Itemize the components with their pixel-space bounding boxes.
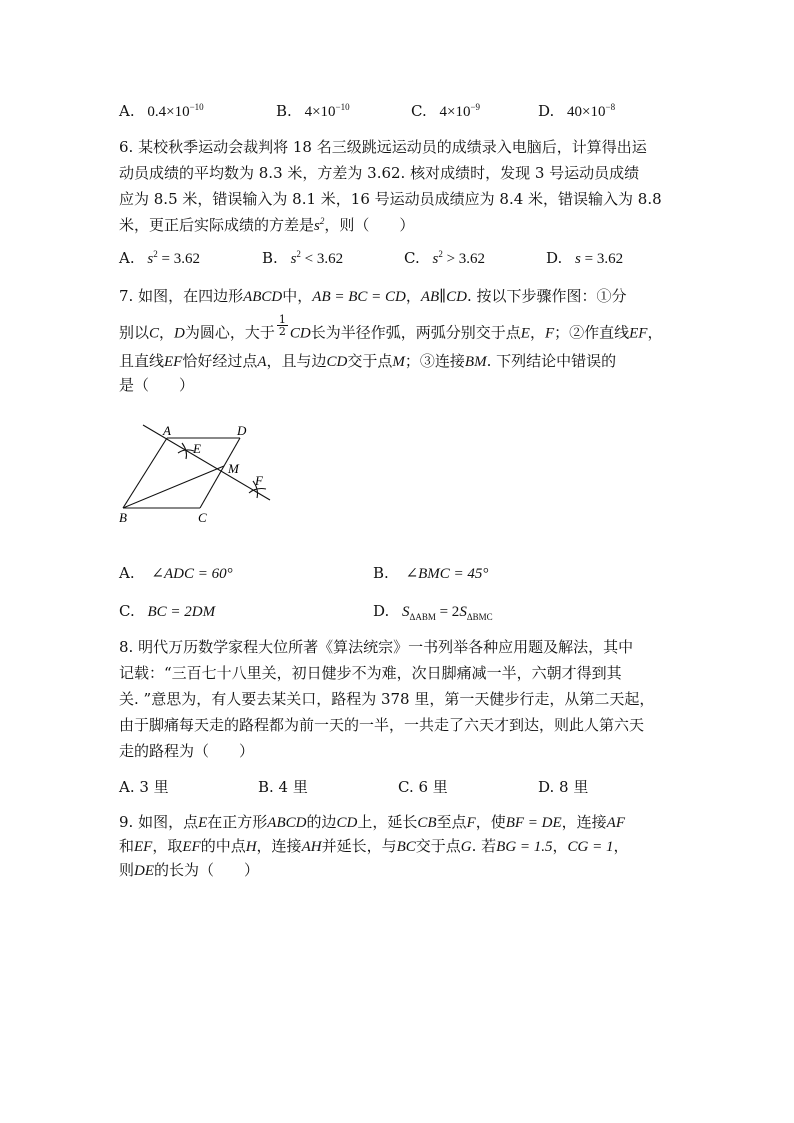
variance-symbol: $s^2$ [314,216,325,234]
q6-line-3: 应为 8.5 米，错误输入为 8.1 米，16 号运动员成绩应为 8.4 米，错误输入为 8.8 [119,190,662,208]
option-label: B. [276,102,292,120]
option-label: C. [119,602,135,620]
option-value: s = 3.62 [575,251,624,267]
option-label: D. [373,602,390,620]
option-label: D. [546,249,563,267]
option-value: $s^2 = 3.62$ [147,249,200,267]
option-value: $s^2 < 3.62$ [290,249,344,267]
q7-math: F [544,325,555,342]
q8-option-c: C. 6 里 [398,778,448,796]
q7-text: ， [529,323,545,342]
q8-option-a: A. 3 里 [119,778,169,796]
q7-line-1 [119,289,627,305]
q9-text: ， [552,837,568,855]
q5-option-d [538,102,615,121]
q9-math: G [460,839,472,855]
q6-option-d [546,249,623,268]
q7-text: 7. 如图，在四边形 [119,287,244,305]
q7-text: ， [405,287,421,305]
q9-math: H [245,839,257,855]
q6-text: ，则（ ） [324,216,415,234]
q7-text: . 按以下步骤作图：①分 [466,287,627,305]
option-label: A. [119,102,135,120]
q7-math: EF [164,354,183,370]
q9-math: CG = 1 [567,839,614,855]
q9-math: BC [396,839,416,855]
q9-text: 的中点 [200,837,246,855]
q9-math: AF [606,815,625,831]
fraction: $\frac{1}{2}$ [278,313,286,338]
q9-text: ，连接 [561,813,607,831]
label-F: F [255,473,263,488]
q9-math: CB [417,815,437,831]
q7-text: . 下列结论中错误的 [486,352,617,370]
q7-text: ；③连接 [404,352,465,370]
q7-math: BM [464,354,487,370]
q7-math: A [257,354,267,370]
q6-line-4 [119,218,414,234]
q7-geometry-figure [110,418,280,528]
q9-text: ，连接 [256,837,302,855]
label-E: E [193,441,201,456]
option-value: ∠ADC = 60° [151,566,233,582]
q9-math: EF [134,839,153,855]
q9-math: CD [336,815,358,831]
q9-text: ，使 [475,813,506,831]
q7-text: 恰好经过点 [182,352,258,370]
option-label: B. [262,249,278,267]
q9-math: DE [134,863,155,879]
q9-text: 在正方形 [207,813,268,831]
q7-option-d [373,602,493,621]
q9-text: 上，延长 [357,813,418,831]
q7-text: 交于点 [347,352,393,370]
q8-line-2: 记载：“三百七十八里关，初日健步不为难，次日脚痛减一半，六朝才得到其 [119,664,622,682]
q7-math: AB = BC = CD [312,289,406,305]
q6-line-2: 动员成绩的平均数为 8.3 米，方差为 3.62. 核对成绩时，发现 3 号运动员成绩 [119,164,640,182]
q5-option-c [411,102,480,121]
q9-line-2 [119,839,629,855]
q9-text: . 若 [471,837,497,855]
label-C: C [198,510,207,525]
label-A: A [163,423,171,438]
q9-math: EF [182,839,201,855]
q6-line-1: 6. 某校秋季运动会裁判将 18 名三级跳远运动员的成绩录入电脑后，计算得出运 [119,138,647,156]
q7-math: ABCD [243,289,283,305]
q9-text: 交于点 [415,837,461,855]
q6-option-b [262,249,343,268]
q6-text: 米，更正后实际成绩的方差是 [119,216,315,234]
q5-option-a [119,102,204,121]
q8-line-1: 8. 明代万历数学家程大位所著《算法统宗》一书列举各种应用题及解法，其中 [119,638,634,656]
q7-option-a [119,564,233,583]
segment-AB [123,438,167,508]
q7-text: 且直线 [119,352,165,370]
q7-math: EF [629,325,648,342]
q7-line-3 [119,354,616,370]
q8-option-d: D. 8 里 [538,778,589,796]
q9-text: ， [613,837,629,855]
option-value: BC = 2DM [147,604,216,620]
option-label: B. [373,564,389,582]
q9-math: E [198,815,208,831]
label-D: D [237,423,247,438]
q7-line-4: 是（ ） [119,376,195,394]
q9-text: 则 [119,861,135,879]
q6-option-a [119,249,200,268]
option-value: $s^2 > 3.62$ [432,249,486,267]
label-M: M [228,461,239,476]
q9-text: 9. 如图，点 [119,813,199,831]
option-value: $4\times 10^{-10}$ [304,102,350,120]
q9-text: 至点 [436,813,467,831]
q9-math: BF = DE [505,815,562,831]
option-value: $S_{\Delta ABM} = 2S_{\Delta BMC}$ [402,604,493,622]
q7-text: ，且与边 [266,352,327,370]
q7-math: D [174,325,185,342]
q7-math: M [392,354,405,370]
q7-math: CD [326,354,348,370]
option-value: ∠BMC = 45° [405,566,489,582]
q8-line-3: 关. ”意思为，有人要去某关口，路程为 378 里，第一天健步行走，从第二天起， [119,690,655,708]
q7-option-b [373,564,488,583]
q9-line-1 [119,815,625,831]
q7-math: C [149,325,160,342]
q8-line-4: 由于脚痛每天走的路程都为前一天的一半，一共走了六天才到达，则此人第六天 [119,716,645,734]
q6-option-c [404,249,485,268]
option-label: D. [538,102,555,120]
q9-text: 的边 [306,813,337,831]
option-label: A. [119,564,135,582]
q5-option-b [276,102,350,121]
option-label: C. [404,249,420,267]
q7-line-2 [119,313,663,345]
q7-text: 长为半径作弧，两弧分别交于点 [310,323,521,342]
q7-text: 为圆心，大于 [184,323,275,342]
q7-text: ， [647,323,663,342]
option-label: A. [119,249,135,267]
q9-text: 和 [119,837,135,855]
q7-text: 中， [282,287,313,305]
q7-text: ；②作直线 [554,323,630,342]
q8-option-b: B. 4 里 [258,778,308,796]
q9-math: AH [301,839,322,855]
option-value: $0.4\times 10^{-10}$ [147,102,204,120]
q9-line-3 [119,863,259,879]
q9-text: ，取 [152,837,183,855]
q7-option-c [119,602,215,621]
q7-text: 别以 [119,323,150,342]
q7-math: CD [289,325,311,342]
option-value: $4\times 10^{-9}$ [439,102,481,120]
q8-line-5: 走的路程为（ ） [119,742,255,760]
label-B: B [119,510,127,525]
q9-math: ABCD [267,815,307,831]
option-value: $40\times 10^{-8}$ [567,102,616,120]
q9-math: BG = 1.5 [496,839,553,855]
option-label: C. [411,102,427,120]
segment-BM [123,466,224,508]
q7-math: E [520,325,530,342]
q9-text: 并延长，与 [321,837,397,855]
q9-math: F [466,815,476,831]
q9-text: 的长为（ ） [154,861,260,879]
q7-text: ， [159,323,175,342]
q7-math: AB∥CD [420,289,467,305]
